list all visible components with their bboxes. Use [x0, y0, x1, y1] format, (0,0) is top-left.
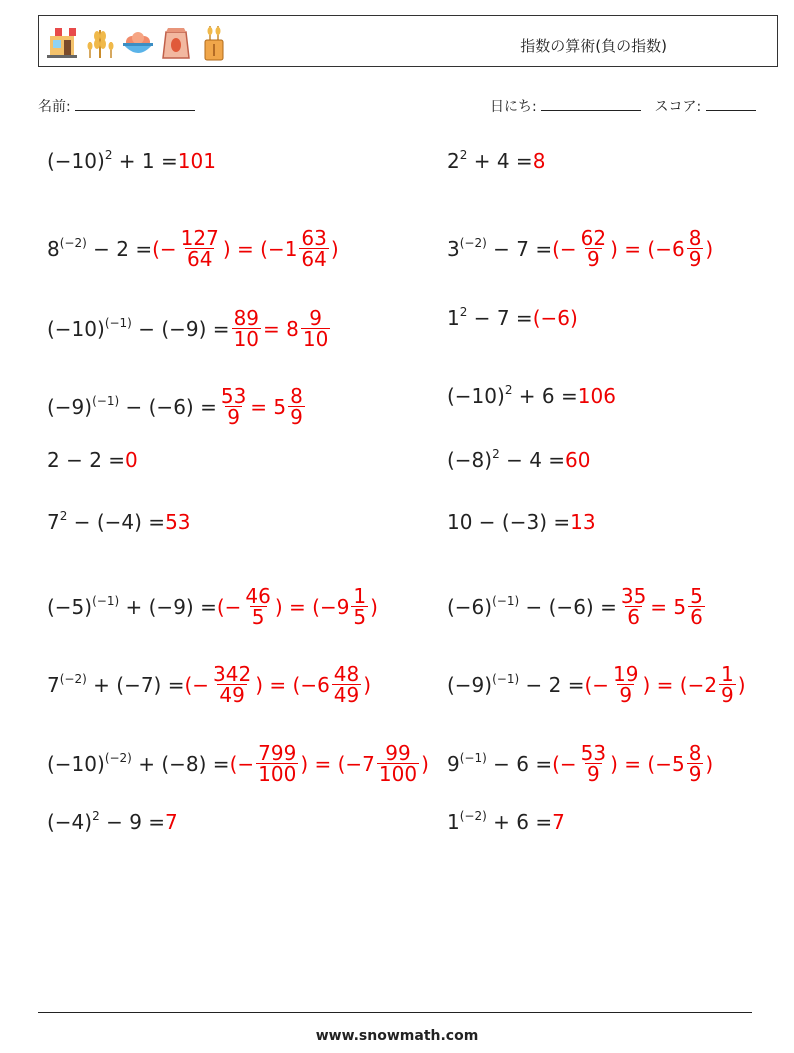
- problem-rest: − (−6) =: [119, 394, 217, 419]
- answer-mixed-fraction-denominator: 64: [301, 247, 327, 271]
- problem-question: [47, 593, 217, 619]
- problem-item: [447, 809, 565, 834]
- problem-question: [447, 512, 570, 532]
- answer-fraction-numerator: 53: [580, 741, 607, 765]
- problem-item: [47, 228, 339, 269]
- answer-fraction-denominator: 10: [233, 327, 260, 351]
- problem-question: [47, 750, 230, 776]
- answer-fraction-denominator: 9: [227, 405, 240, 429]
- answer-fraction: [619, 586, 648, 627]
- problem-question: [447, 593, 617, 619]
- date-score-field: [490, 96, 756, 116]
- answer-suffix: ): [370, 594, 378, 619]
- answer-prefix: (−: [152, 236, 177, 261]
- problem-item: [447, 228, 713, 269]
- problem-base: (−9): [447, 672, 493, 697]
- problem-exponent: (−2): [459, 809, 487, 823]
- problem-item: [47, 809, 178, 834]
- problem-item: [47, 743, 429, 784]
- problem-base: (−10): [47, 751, 105, 776]
- problem-rest: + (−8) =: [131, 751, 230, 776]
- problem-exponent: 2: [59, 509, 68, 523]
- problem-rest: − 9 =: [99, 810, 166, 834]
- answer-suffix: ): [330, 236, 339, 261]
- problem-exponent: 2: [459, 148, 468, 162]
- answer-mixed-fraction-denominator: 6: [690, 605, 703, 629]
- answer-prefix: (−: [184, 672, 210, 697]
- problem-item: [47, 509, 191, 534]
- shop-icon: [44, 22, 80, 62]
- problem-rest: + 4 =: [467, 149, 533, 173]
- answer-mixed-fraction: [687, 743, 704, 784]
- answer-mixed-fraction-numerator: 1: [721, 662, 734, 686]
- problem-question: [47, 315, 230, 341]
- answer-mixed-fraction: [719, 664, 736, 705]
- answer-middle: = 5: [250, 394, 287, 419]
- answer-mixed-fraction: [299, 228, 328, 269]
- wheat-jar-icon: [196, 22, 232, 62]
- problem-rest: + 6 =: [512, 384, 578, 408]
- problem-item: [47, 148, 216, 173]
- answer-mixed-fraction: [332, 664, 361, 705]
- answer-mixed-fraction-numerator: 1: [353, 584, 367, 608]
- answer-mixed-fraction-denominator: 100: [378, 762, 418, 786]
- problem-question: [47, 235, 153, 261]
- problem-exponent: (−1): [92, 593, 120, 608]
- problem-exponent: (−1): [104, 315, 132, 330]
- answer-middle: = 5: [650, 594, 687, 619]
- problem-rest: − 2 =: [519, 672, 585, 697]
- wheat-icon: [82, 22, 118, 62]
- answer-fraction-denominator: 9: [587, 762, 600, 786]
- answer-mixed-fraction: [301, 308, 330, 349]
- answer-prefix: (−: [216, 594, 242, 619]
- answer-middle: ) = (−1: [222, 236, 298, 261]
- problem-rest: − (−6) =: [519, 594, 617, 619]
- problem-base: (−10): [447, 384, 505, 408]
- problem-exponent: (−1): [459, 750, 487, 765]
- answer-fraction-denominator: 9: [619, 683, 633, 707]
- answer-mixed-fraction-numerator: 8: [688, 226, 702, 250]
- answer-prefix: (−: [584, 672, 610, 697]
- problem-rest: − 6 =: [486, 751, 553, 776]
- problem-item: [447, 664, 746, 705]
- problem-rest: − 2 =: [86, 236, 153, 261]
- problem-item: [47, 450, 138, 470]
- problem-base: 9: [447, 751, 460, 776]
- answer-suffix: ): [421, 751, 429, 776]
- answer-mixed-fraction-numerator: 48: [333, 662, 360, 686]
- page-title: 指数の算術(負の指数): [520, 37, 667, 55]
- problem-rest: + 6 =: [486, 810, 553, 834]
- footer-site: www.snowmath.com: [315, 1028, 479, 1044]
- answer-middle: ) = (−7: [300, 751, 375, 776]
- answer-middle: ) = (−5: [610, 751, 685, 776]
- header-icons: [44, 20, 232, 64]
- answer-fraction-denominator: 49: [219, 683, 245, 707]
- problem-base: 7: [47, 510, 60, 534]
- problem-item: [447, 586, 707, 627]
- problem-question: [447, 750, 553, 776]
- problem-exponent: 2: [459, 305, 468, 319]
- date-blank[interactable]: [541, 96, 641, 111]
- problem-question: [447, 305, 533, 330]
- problem-exponent: 2: [492, 447, 500, 461]
- answer-fraction-denominator: 100: [258, 762, 297, 786]
- answer-suffix: ): [705, 236, 714, 261]
- name-label: 名前:: [38, 99, 71, 115]
- answer-suffix: ): [737, 672, 746, 697]
- answer-fraction-numerator: 35: [620, 584, 647, 608]
- name-blank[interactable]: [75, 96, 195, 111]
- answer-prefix: (−: [552, 751, 577, 776]
- score-label: スコア:: [654, 99, 702, 115]
- problem-exponent: (−2): [59, 235, 87, 250]
- answer-mixed-fraction-denominator: 9: [688, 762, 702, 786]
- answer-fraction-numerator: 19: [613, 662, 639, 686]
- answer-fraction: [243, 586, 272, 627]
- answer-mixed-fraction: [687, 228, 704, 269]
- answer-value: 7: [165, 810, 178, 834]
- problem-question: [47, 393, 217, 419]
- answer-mixed-fraction: [688, 586, 705, 627]
- problem-item: [447, 383, 616, 408]
- problem-exponent: 2: [504, 383, 513, 397]
- problem-base: (−6): [447, 594, 493, 619]
- answer-mixed-fraction-numerator: 63: [301, 226, 327, 250]
- answer-mixed-fraction-denominator: 10: [302, 327, 329, 351]
- problem-rest: − 4 =: [499, 448, 566, 472]
- problem-question: [447, 809, 553, 834]
- problem-exponent: 2: [92, 809, 100, 823]
- answer-fraction: [211, 664, 253, 705]
- problem-rest: + (−7) =: [86, 672, 185, 697]
- problem-item: [447, 512, 596, 532]
- problem-exponent: (−2): [59, 671, 87, 686]
- answer-middle: ) = (−6: [255, 672, 330, 697]
- problem-base: 1: [447, 810, 460, 834]
- answer-middle: = 8: [263, 316, 299, 341]
- problem-question: [47, 809, 166, 834]
- problem-base: 3: [447, 236, 460, 261]
- problem-base: 8: [47, 236, 60, 261]
- problem-question: [47, 509, 166, 534]
- name-field: [38, 96, 195, 116]
- problem-item: [447, 743, 713, 784]
- problem-rest: + 1 =: [112, 149, 178, 173]
- answer-fraction-denominator: 5: [251, 605, 265, 629]
- answer-value: 13: [570, 510, 596, 534]
- answer-fraction: [179, 228, 221, 269]
- problem-base: 2: [447, 149, 460, 173]
- problem-question: [447, 447, 566, 472]
- problem-item: [447, 305, 578, 330]
- answer-value: 0: [125, 448, 138, 472]
- answer-middle: ) = (−2: [642, 672, 718, 697]
- answer-fraction-numerator: 89: [233, 306, 260, 330]
- answer-mixed-fraction: [377, 743, 419, 784]
- problem-base: 1: [447, 306, 460, 330]
- answer-fraction-denominator: 9: [587, 247, 600, 271]
- answer-mixed-fraction: [351, 586, 368, 627]
- answer-mixed-fraction-denominator: 9: [721, 683, 734, 707]
- problem-item: [447, 447, 591, 472]
- answer-mixed-fraction-numerator: 8: [290, 384, 303, 408]
- problem-question: [447, 383, 578, 408]
- answer-fraction: [256, 743, 298, 784]
- answer-suffix: ): [705, 751, 714, 776]
- problem-question: [447, 235, 553, 261]
- answer-fraction-denominator: 64: [187, 247, 213, 271]
- problem-exponent: (−1): [92, 393, 120, 408]
- problem-item: [47, 386, 307, 427]
- answer-prefix: (−: [229, 751, 255, 776]
- header-box: [38, 15, 778, 67]
- problem-question: [47, 671, 185, 697]
- answer-fraction-numerator: 62: [580, 226, 607, 250]
- answer-mixed-fraction-denominator: 9: [688, 247, 702, 271]
- problem-base: (−9): [47, 394, 93, 419]
- answer-value: 101: [177, 149, 216, 173]
- problem-exponent: (−1): [492, 593, 520, 608]
- answer-mixed-fraction-numerator: 5: [690, 584, 703, 608]
- problem-item: [47, 586, 378, 627]
- problem-question: [47, 148, 178, 173]
- footer-divider: [38, 1012, 752, 1013]
- answer-mixed-fraction: [288, 386, 305, 427]
- problem-base: 7: [47, 672, 60, 697]
- answer-mixed-fraction-numerator: 8: [688, 741, 702, 765]
- problem-exponent: (−1): [492, 671, 520, 686]
- problem-question: [47, 450, 125, 470]
- problem-base: (−8): [447, 448, 493, 472]
- problem-base: (−10): [47, 316, 105, 341]
- answer-middle: ) = (−9: [274, 594, 350, 619]
- answer-fraction: [219, 386, 248, 427]
- problem-exponent: 2: [104, 148, 113, 162]
- answer-fraction-numerator: 799: [258, 741, 297, 765]
- answer-mixed-fraction-denominator: 5: [353, 605, 367, 629]
- problem-base: (−10): [47, 149, 105, 173]
- answer-fraction-denominator: 6: [627, 605, 640, 629]
- answer-fraction-numerator: 342: [213, 662, 252, 686]
- problem-item: [447, 148, 546, 173]
- problem-exponent: (−2): [459, 235, 487, 250]
- answer-mixed-fraction-denominator: 9: [290, 405, 303, 429]
- problem-exponent: (−2): [104, 750, 132, 765]
- problem-item: [47, 308, 332, 349]
- answer-value: 7: [552, 810, 565, 834]
- problem-rest: − 7 =: [486, 236, 553, 261]
- answer-fraction: [579, 743, 608, 784]
- score-blank[interactable]: [706, 96, 756, 111]
- problem-rest: − (−4) =: [67, 510, 166, 534]
- problem-question: [447, 148, 533, 173]
- flour-sack-icon: [158, 22, 194, 62]
- eggs-bowl-icon: [120, 22, 156, 62]
- answer-suffix: ): [363, 672, 372, 697]
- answer-mixed-fraction-numerator: 9: [309, 306, 322, 330]
- problem-rest: + (−9) =: [119, 594, 217, 619]
- answer-mixed-fraction-numerator: 99: [385, 741, 411, 765]
- answer-fraction-numerator: 46: [245, 584, 271, 608]
- problem-rest: − (−9) =: [131, 316, 230, 341]
- answer-value: 106: [577, 384, 616, 408]
- answer-value: 60: [565, 448, 591, 472]
- answer-fraction-numerator: 53: [220, 384, 247, 408]
- answer-mixed-fraction-denominator: 49: [333, 683, 360, 707]
- answer-prefix: (−: [552, 236, 577, 261]
- answer-fraction: [611, 664, 640, 705]
- problem-rest: − 7 =: [467, 306, 533, 330]
- date-label: 日にち:: [490, 99, 537, 115]
- answer-value: 8: [532, 149, 546, 173]
- problem-question: [447, 671, 585, 697]
- problem-base: (−5): [47, 594, 93, 619]
- answer-fraction-numerator: 127: [180, 226, 219, 250]
- problem-base: 2 − 2 =: [47, 448, 126, 472]
- problem-base: (−4): [47, 810, 93, 834]
- answer-value: 53: [165, 510, 191, 534]
- answer-fraction: [232, 308, 261, 349]
- answer-fraction: [579, 228, 608, 269]
- answer-value: (−6): [532, 306, 578, 330]
- problem-item: [47, 664, 371, 705]
- answer-middle: ) = (−6: [610, 236, 685, 261]
- problem-base: 10 − (−3) =: [447, 510, 571, 534]
